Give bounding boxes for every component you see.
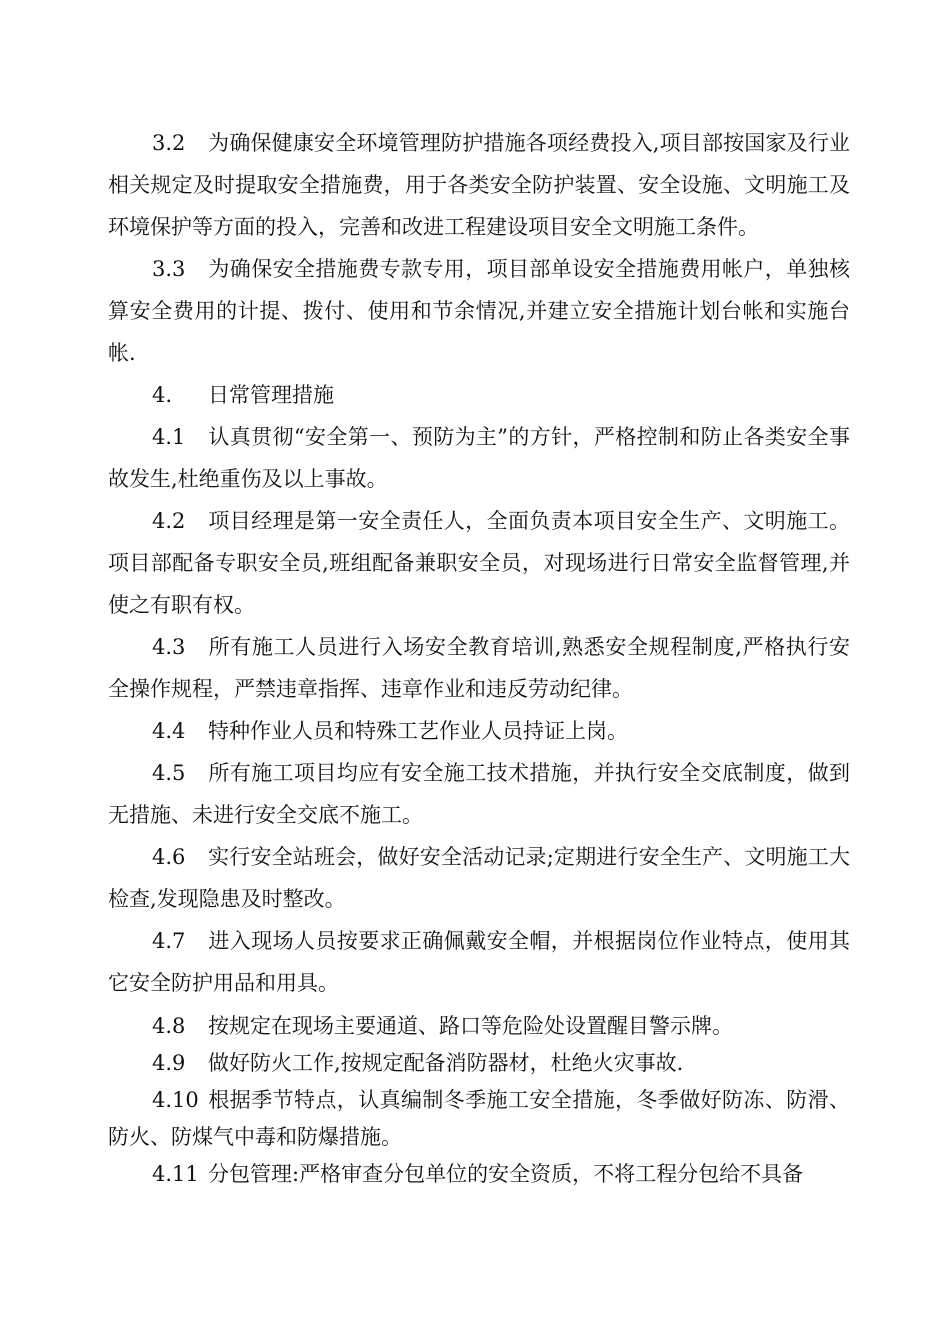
paragraph-4-3 (108, 626, 850, 710)
paragraph-4-8 (108, 1008, 850, 1045)
paragraph-text: 特种作业人员和特殊工艺作业人员持证上岗。 (208, 719, 628, 743)
paragraph-number: 4.11 (152, 1162, 199, 1186)
paragraph-text: 实行安全站班会，做好安全活动记录;定期进行安全生产、文明施工大检查,发现隐患及时整改。 (108, 845, 850, 911)
paragraph-text: 所有施工人员进行入场安全教育培训,熟悉安全规程制度,严格执行安全操作规程，严禁违章指挥、违章作业和违反劳动纪律。 (108, 635, 850, 701)
paragraph-4-9 (108, 1045, 850, 1082)
paragraph-number: 3.2 (152, 131, 186, 155)
paragraph-number: 4.5 (152, 761, 186, 785)
paragraph-3-2 (108, 122, 850, 248)
section-title: 日常管理措施 (208, 383, 334, 407)
paragraph-4-10 (108, 1082, 850, 1156)
paragraph-4-1 (108, 416, 850, 500)
paragraph-text: 所有施工项目均应有安全施工技术措施，并执行安全交底制度，做到无措施、未进行安全交底不施工。 (108, 761, 850, 827)
paragraph-4-4 (108, 710, 850, 752)
paragraph-text: 为确保安全措施费专款专用，项目部单设安全措施费用帐户，单独核算安全费用的计提、拨付、使用和节余情况,并建立安全措施计划台帐和实施台帐. (108, 257, 850, 365)
paragraph-number: 4.6 (152, 845, 186, 869)
paragraph-text: 认真贯彻“安全第一、预防为主”的方针，严格控制和防止各类安全事故发生,杜绝重伤及以上事故。 (108, 425, 850, 491)
paragraph-text: 做好防火工作,按规定配备消防器材，杜绝火灾事故. (208, 1051, 684, 1075)
paragraph-4-7 (108, 920, 850, 1004)
paragraph-number: 4.7 (152, 929, 186, 953)
paragraph-4-2 (108, 500, 850, 626)
paragraph-number: 3.3 (152, 257, 186, 281)
paragraph-text: 按规定在现场主要通道、路口等危险处设置醒目警示牌。 (208, 1014, 733, 1038)
paragraph-text: 为确保健康安全环境管理防护措施各项经费投入,项目部按国家及行业相关规定及时提取安全措施费，用于各类安全防护装置、安全设施、文明施工及环境保护等方面的投入，完善和改进工程建设项目安全文明施工条件。 (108, 131, 850, 239)
paragraph-number: 4.10 (152, 1088, 199, 1112)
paragraph-number: 4.2 (152, 509, 186, 533)
section-heading-4 (108, 374, 850, 416)
paragraph-number: 4.8 (152, 1014, 186, 1038)
paragraph-4-11 (108, 1156, 850, 1193)
paragraph-text: 根据季节特点，认真编制冬季施工安全措施，冬季做好防冻、防滑、防火、防煤气中毒和防爆措施。 (108, 1088, 850, 1149)
paragraph-4-5 (108, 752, 850, 836)
paragraph-text: 项目经理是第一安全责任人，全面负责本项目安全生产、文明施工。项目部配备专职安全员,班组配备兼职安全员，对现场进行日常安全监督管理,并使之有职有权。 (108, 509, 850, 617)
section-number: 4. (152, 383, 173, 407)
paragraph-number: 4.3 (152, 635, 186, 659)
paragraph-3-3 (108, 248, 850, 374)
paragraph-number: 4.4 (152, 719, 186, 743)
paragraph-text: 分包管理:严格审查分包单位的安全资质，不将工程分包给不具备 (208, 1162, 804, 1186)
paragraph-text: 进入现场人员按要求正确佩戴安全帽，并根据岗位作业特点，使用其它安全防护用品和用具。 (108, 929, 850, 995)
paragraph-number: 4.9 (152, 1051, 186, 1075)
paragraph-4-6 (108, 836, 850, 920)
document-body (108, 122, 850, 1193)
paragraph-number: 4.1 (152, 425, 186, 449)
